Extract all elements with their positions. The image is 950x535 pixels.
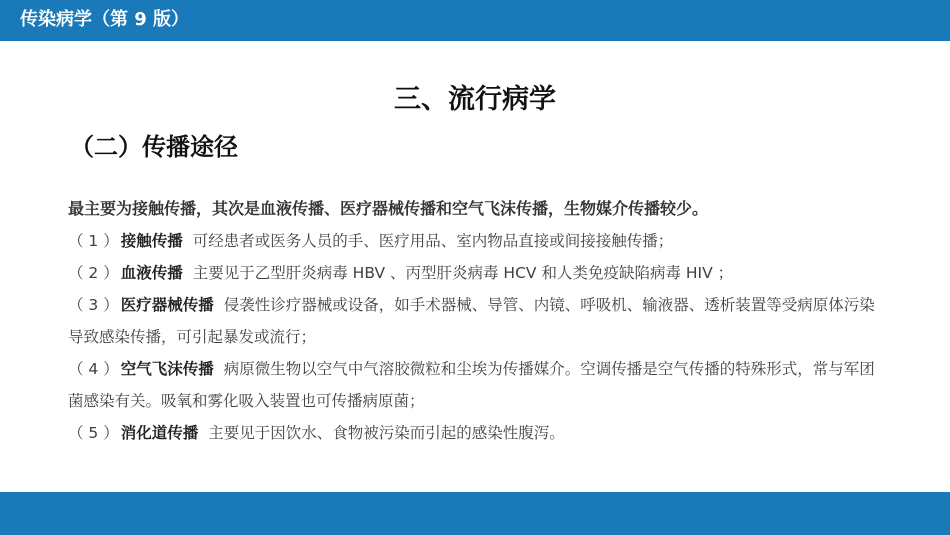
item-label: 医疗器械传播 — [120, 296, 214, 314]
item-label: 空气飞沫传播 — [120, 360, 214, 378]
footer-bar — [0, 492, 950, 535]
item-text: 侵袭性诊疗器械或设备，如手术器械、导管、内镜、呼吸机、输液器、透析装置等受病原体污染导致感染传播，可引起暴发或流行； — [68, 296, 875, 346]
item-text: 病原微生物以空气中气溶胶微粒和尘埃为传播媒介。空调传播是空气传播的特殊形式，常与军团菌感染有关。吸氧和雾化吸入装置也可传播病原菌； — [68, 360, 875, 410]
item-number: （ 3 ） — [68, 296, 119, 314]
header-bar — [0, 0, 950, 41]
list-item — [68, 353, 883, 417]
item-label: 消化道传播 — [120, 424, 199, 442]
item-label: 接触传播 — [120, 232, 183, 250]
item-number: （ 4 ） — [68, 360, 119, 378]
list-item — [68, 225, 883, 257]
list-item — [68, 417, 883, 449]
section-title: 三、流行病学 — [394, 84, 556, 115]
item-text: 可经患者或医务人员的手、医疗用品、室内物品直接或间接接触传播； — [192, 232, 674, 250]
content-body — [68, 193, 883, 449]
book-title: 传染病学（第 9 版） — [20, 9, 190, 30]
item-number: （ 1 ） — [68, 232, 119, 250]
item-text: 主要见于乙型肝炎病毒 HBV 、丙型肝炎病毒 HCV 和人类免疫缺陷病毒 HIV ； — [192, 264, 734, 282]
subsection-title: （二）传播途径 — [70, 133, 238, 161]
item-label: 血液传播 — [120, 264, 183, 282]
list-item — [68, 257, 883, 289]
item-number: （ 2 ） — [68, 264, 119, 282]
list-item — [68, 289, 883, 353]
item-number: （ 5 ） — [68, 424, 119, 442]
summary-text: 最主要为接触传播，其次是血液传播、医疗器械传播和空气飞沫传播，生物媒介传播较少。 — [68, 199, 709, 218]
item-text: 主要见于因饮水、食物被污染而引起的感染性腹泻。 — [208, 424, 565, 442]
